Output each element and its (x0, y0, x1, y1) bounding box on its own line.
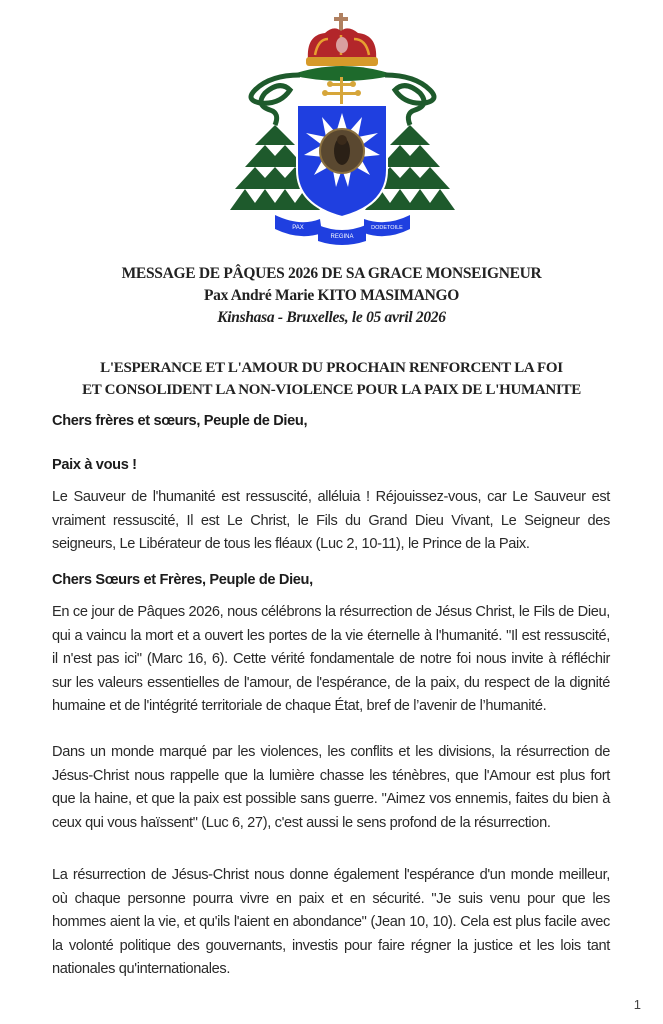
paragraph-1: Le Sauveur de l'humanité est ressuscité, alléluia ! Réjouissez-vous, car Le Sauveur est vraiment ressuscité, Il est Le Christ, le Fils du Grand Dieu Vivant, Le Seigneur des seigneurs, Le Libérateur de tous les fléaux (Luc 2, 10-11), le Prince de la Paix. (52, 489, 610, 552)
crown-cross-icon (334, 13, 348, 31)
paragraph-2: En ce jour de Pâques 2026, nous célébrons la résurrection de Jésus Christ, le Fils de Dieu, qui a vaincu la mort et a ouvert les portes de la vie éternelle à l'humanité. "Il est ressuscité, il n'est pas ici" (Marc 16, 6). Cette vérité fondamentale de notre foi nous invite à réfléchir sur les valeurs essentielles de l'amour, de l'espérance, de la paix, du respect de la dignité humaine et de l'intégrité territoriale de chaque État, bref de l’avenir de l’humanité. (52, 604, 610, 714)
paragraph-3: Dans un monde marqué par les violences, les conflits et les divisions, la résurrection de Jésus-Christ nous rappelle que la lumière chasse les ténèbres, que l'Amour est plus fort que la haine, et que la paix est possible sans guerre. "Aimez vos ennemis, faites du bien à ceux qui vous haïssent" (Luc 6, 27), c'est aussi le sens profond de la résurrection. (52, 744, 610, 831)
crown-icon (306, 28, 378, 66)
theme-line-1: L'ESPERANCE ET L'AMOUR DU PROCHAIN RENFORCENT LA FOI (100, 360, 563, 376)
message-theme (0, 357, 663, 401)
author-name: Pax André Marie KITO MASIMANGO (203, 287, 460, 304)
shield-icon (297, 105, 387, 217)
greeting-1: Chers frères et sœurs, Peuple de Dieu, (52, 413, 308, 429)
theme-line-2: ET CONSOLIDENT LA NON-VIOLENCE POUR LA PAIX DE L'HUMANITE (82, 382, 581, 398)
right-cords-icon (385, 75, 434, 125)
left-cords-icon (251, 75, 300, 125)
coat-of-arms-icon (230, 5, 455, 245)
place-date: Kinshasa - Bruxelles, le 05 avril 2026 (217, 309, 446, 326)
motto-word-2: REGINA (330, 234, 354, 240)
motto-word-1: PAX (292, 225, 304, 231)
greeting-3: Chers Sœurs et Frères, Peuple de Dieu, (52, 572, 313, 588)
document-title: MESSAGE DE PÂQUES 2026 DE SA GRACE MONSEIGNEUR (121, 265, 542, 282)
motto-banner (275, 215, 410, 245)
greeting-2: Paix à vous ! (52, 457, 137, 473)
page-number: 1 (633, 997, 641, 1012)
motto-word-3: DODETOILE (371, 225, 403, 231)
paragraph-4: La résurrection de Jésus-Christ nous donne également l'espérance d'un monde meilleur, où chaque personne pourra vivre en paix et en sécurité. "Je suis venu pour que les hommes aient la vie, et qu'ils l'aient en abondance" (Jean 10, 10). Cela est plus facile avec la volonté politique des gouvernants, investis pour faire régner la justice et les lois tant nationales qu'internationales. (52, 867, 610, 977)
